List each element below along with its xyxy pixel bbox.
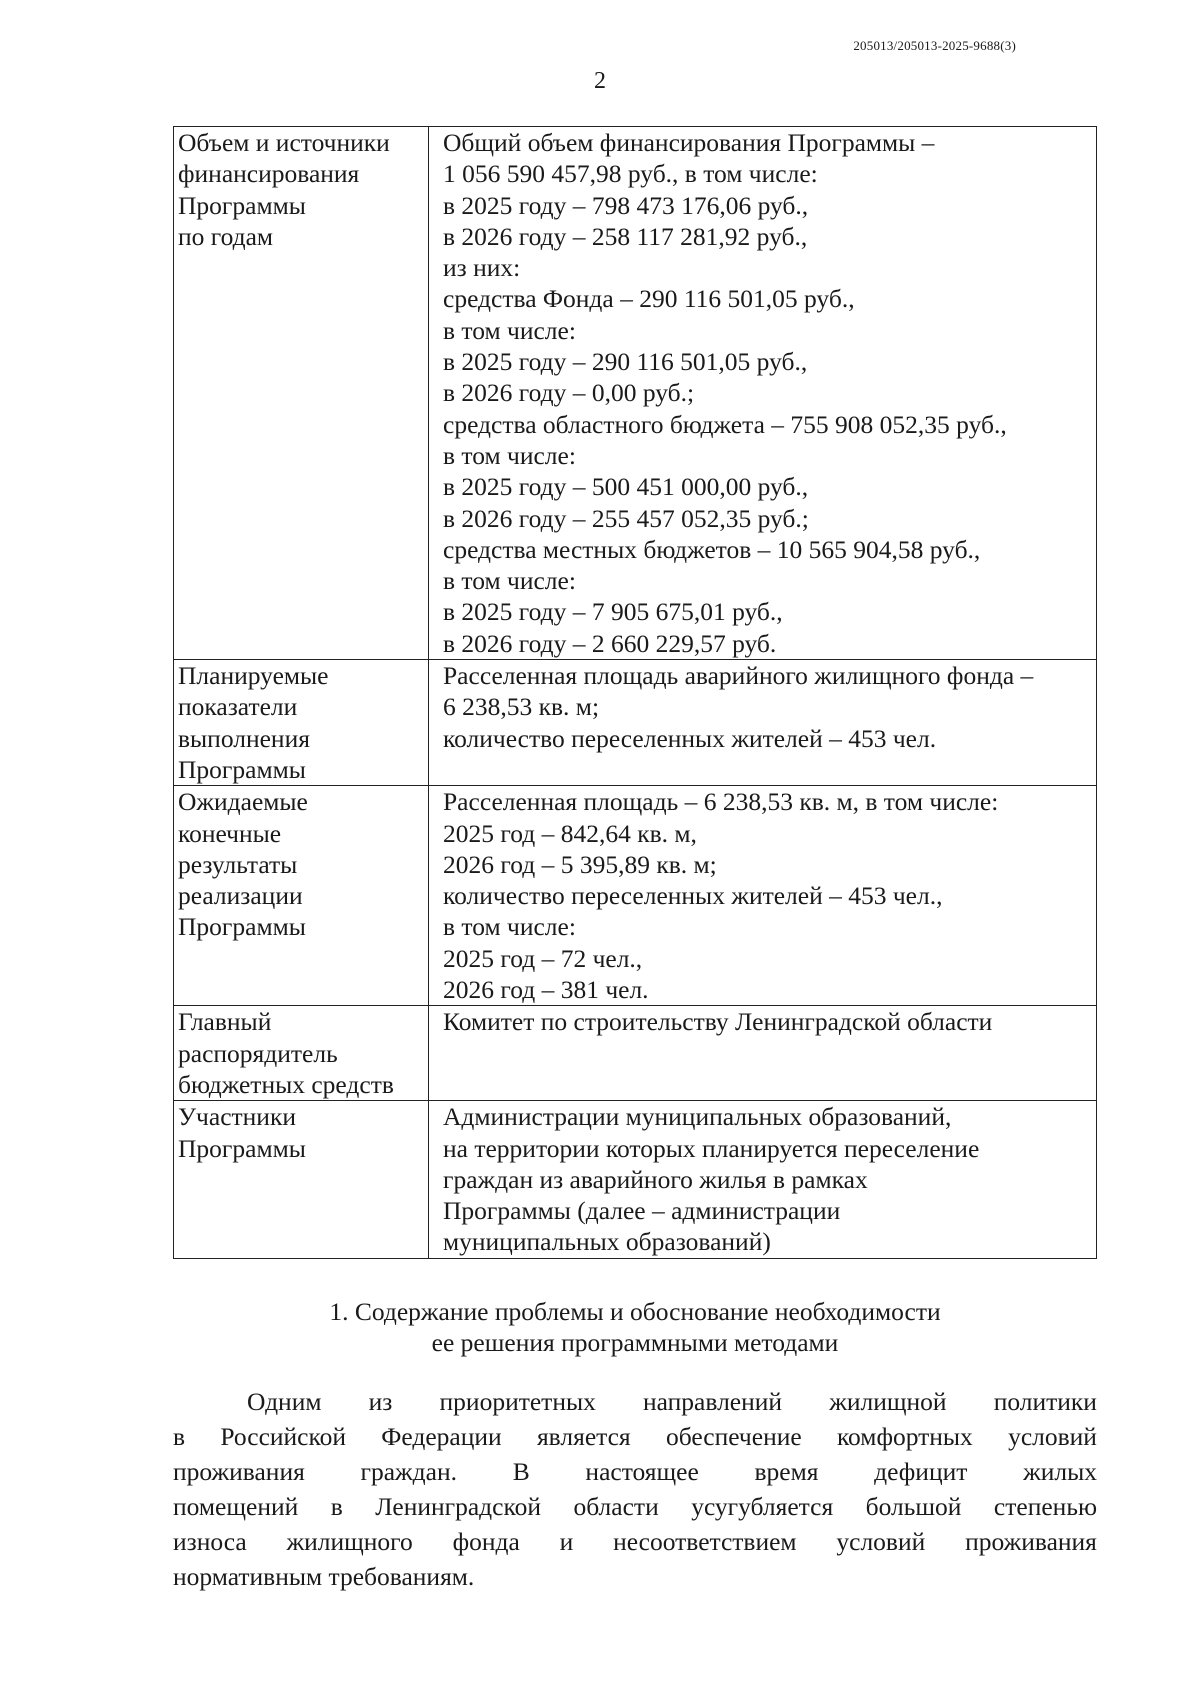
row-content-line: средства Фонда – 290 116 501,05 руб.,	[443, 284, 855, 314]
row-content-line: из них:	[443, 253, 521, 283]
body-paragraph	[173, 1384, 1097, 1594]
row-label-cell	[174, 127, 429, 660]
paragraph-word: политики	[993, 1387, 1097, 1416]
row-label-line: конечные	[178, 818, 282, 848]
table-row	[174, 127, 1097, 660]
paragraph-word: обеспечение	[665, 1422, 802, 1451]
row-content-line: в том числе:	[443, 440, 576, 470]
row-content-cell	[429, 1101, 1097, 1258]
paragraph-word: В	[512, 1457, 530, 1486]
table-row	[174, 660, 1097, 786]
row-label-cell	[174, 786, 429, 1006]
paragraph-word: жилищного	[286, 1527, 413, 1556]
row-label-line: Программы	[178, 1133, 306, 1163]
row-content-cell	[429, 1006, 1097, 1101]
row-content-line: средства местных бюджетов – 10 565 904,58 руб.,	[443, 534, 981, 564]
row-label-line: результаты	[178, 849, 298, 879]
row-content-line: в 2026 году – 0,00 руб.;	[443, 378, 695, 408]
paragraph-word: Одним	[247, 1387, 322, 1416]
paragraph-word: направлений	[643, 1387, 783, 1416]
row-label-line: выполнения	[178, 723, 310, 753]
row-content-line: муниципальных образований)	[443, 1227, 771, 1257]
row-content-line: Расселенная площадь аварийного жилищного фонда –	[443, 661, 1034, 691]
row-content-line: в том числе:	[443, 315, 576, 345]
row-label-line: Ожидаемые	[178, 787, 308, 817]
row-content-line: 6 238,53 кв. м;	[443, 692, 600, 722]
row-content-cell	[429, 127, 1097, 660]
row-content-line: в 2025 году – 290 116 501,05 руб.,	[443, 347, 808, 377]
paragraph-word: в	[330, 1492, 343, 1521]
paragraph-word: и	[559, 1527, 574, 1556]
paragraph-word: граждан.	[360, 1457, 457, 1486]
row-label-line: Программы	[178, 190, 306, 220]
paragraph-word: в	[173, 1422, 186, 1451]
row-label-line: бюджетных средств	[178, 1069, 394, 1099]
row-content-line: граждан из аварийного жилья в рамках	[443, 1164, 868, 1194]
row-content-line: 2026 год – 381 чел.	[443, 975, 649, 1005]
row-content-line: Расселенная площадь – 6 238,53 кв. м, в том числе:	[443, 787, 999, 817]
row-label-line: распорядитель	[178, 1038, 338, 1068]
paragraph-word: помещений	[173, 1492, 299, 1521]
row-content-cell	[429, 660, 1097, 786]
paragraph-word: степенью	[993, 1492, 1097, 1521]
table-row	[174, 1006, 1097, 1101]
row-label-line: Участники	[178, 1102, 296, 1132]
row-label-line: показатели	[178, 692, 298, 722]
page-number: 2	[594, 68, 606, 94]
paragraph-word: дефицит	[874, 1457, 968, 1486]
paragraph-word: является	[536, 1422, 631, 1451]
row-content-line: на территории которых планируется переселение	[443, 1133, 980, 1163]
row-content-line: 2026 год – 5 395,89 кв. м;	[443, 849, 717, 879]
paragraph-word: Российской	[220, 1422, 346, 1451]
document-registration-number: 205013/205013-2025-9688(3)	[853, 38, 1016, 53]
row-label-line: по годам	[178, 221, 274, 251]
row-label-cell	[174, 660, 429, 786]
paragraph-word: жилищной	[829, 1387, 947, 1416]
program-passport-table	[173, 126, 1097, 1259]
row-label-line: Планируемые	[178, 661, 329, 691]
row-label-line: Программы	[178, 912, 306, 942]
row-content-line: количество переселенных жителей – 453 чел.	[443, 723, 937, 753]
paragraph-line	[173, 1489, 1097, 1524]
paragraph-word: жилых	[1023, 1457, 1097, 1486]
paragraph-word: проживания	[173, 1457, 305, 1486]
row-content-line: средства областного бюджета – 755 908 052,35 руб.,	[443, 409, 1007, 439]
table-row	[174, 786, 1097, 1006]
paragraph-word: время	[754, 1457, 819, 1486]
paragraph-word: условий	[836, 1527, 926, 1556]
row-content-line: в 2025 году – 7 905 675,01 руб.,	[443, 597, 783, 627]
row-content-line: Общий объем финансирования Программы –	[443, 128, 935, 157]
paragraph-line: нормативным требованиям.	[173, 1562, 475, 1591]
paragraph-line	[173, 1454, 1097, 1489]
table-row	[174, 1101, 1097, 1258]
paragraph-word: Федерации	[381, 1422, 502, 1451]
row-label-cell	[174, 1006, 429, 1101]
row-content-line: 1 056 590 457,98 руб., в том числе:	[443, 159, 818, 189]
row-content-line: в 2026 году – 258 117 281,92 руб.,	[443, 221, 808, 251]
row-label-line: реализации	[178, 881, 303, 911]
paragraph-word: несоответствием	[613, 1527, 797, 1556]
row-content-line: в 2025 году – 798 473 176,06 руб.,	[443, 190, 809, 220]
paragraph-word: износа	[173, 1527, 247, 1556]
paragraph-word: условий	[1008, 1422, 1097, 1451]
paragraph-line	[173, 1419, 1097, 1454]
row-content-line: Администрации муниципальных образований,	[443, 1102, 952, 1132]
paragraph-word: Ленинградской	[375, 1492, 541, 1521]
row-label-line: Программы	[178, 754, 306, 784]
row-content-line: в том числе:	[443, 566, 576, 596]
row-label-line: Объем и источники	[178, 128, 390, 157]
row-content-line: количество переселенных жителей – 453 чел.,	[443, 881, 943, 911]
paragraph-word: настоящее	[585, 1457, 699, 1486]
paragraph-word: из	[368, 1387, 393, 1416]
section-heading-line-2: ее решения программными методами	[431, 1328, 839, 1357]
paragraph-line	[173, 1524, 1097, 1559]
paragraph-line	[173, 1384, 1097, 1419]
row-label-cell	[174, 1101, 429, 1258]
row-content-line: 2025 год – 72 чел.,	[443, 943, 643, 973]
row-content-line: в том числе:	[443, 912, 576, 942]
row-content-line: 2025 год – 842,64 кв. м,	[443, 818, 697, 848]
row-label-line: Главный	[178, 1007, 272, 1037]
row-content-cell	[429, 786, 1097, 1006]
section-heading	[173, 1296, 1097, 1358]
paragraph-word: фонда	[452, 1527, 520, 1556]
paragraph-word: усугубляется	[691, 1492, 834, 1521]
row-content-line: Программы (далее – администрации	[443, 1196, 841, 1226]
paragraph-word: проживания	[965, 1527, 1097, 1556]
row-content-line: в 2026 году – 255 457 052,35 руб.;	[443, 503, 809, 533]
row-label-line: финансирования	[178, 159, 360, 189]
paragraph-word: комфортных	[836, 1422, 973, 1451]
row-content-line: в 2025 году – 500 451 000,00 руб.,	[443, 472, 809, 502]
paragraph-word: области	[573, 1492, 659, 1521]
paragraph-word: приоритетных	[439, 1387, 596, 1416]
row-content-line: в 2026 году – 2 660 229,57 руб.	[443, 628, 777, 658]
section-heading-line-1: 1. Содержание проблемы и обоснование необходимости	[329, 1297, 941, 1326]
paragraph-word: большой	[865, 1492, 962, 1521]
row-content-line: Комитет по строительству Ленинградской области	[443, 1007, 993, 1037]
